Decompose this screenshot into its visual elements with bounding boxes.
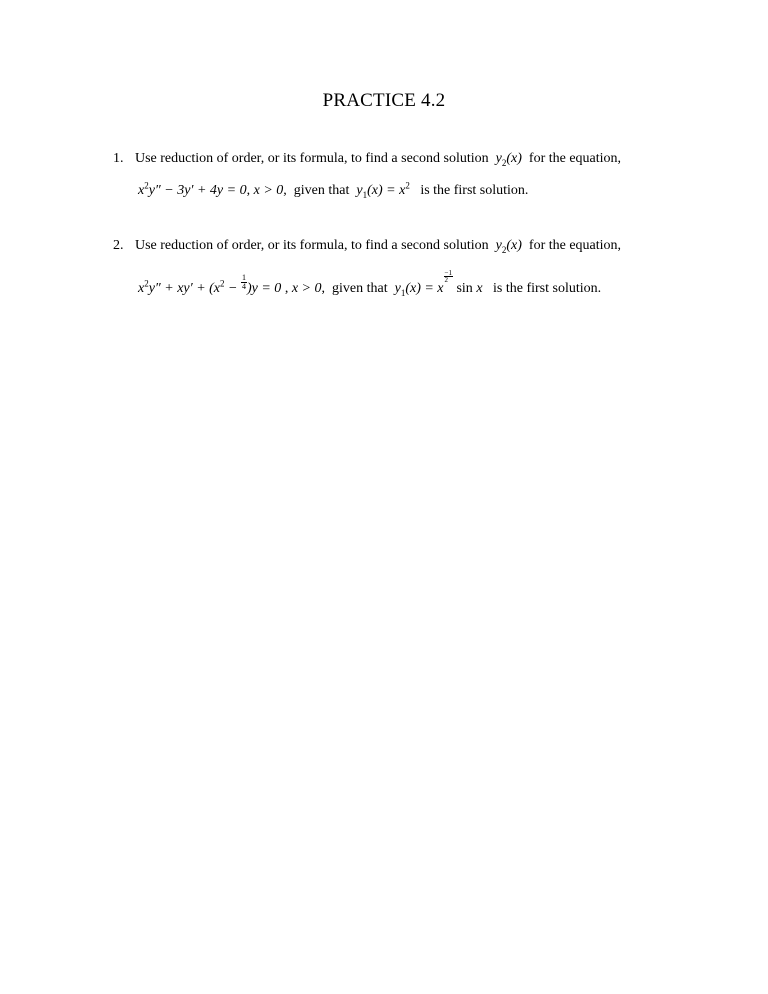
problem-1-text: Use reduction of order, or its formula, to find a second solution: [135, 151, 489, 166]
problem-2-tail: is the first solution.: [493, 281, 602, 296]
problem-1-condition: x > 0: [253, 183, 284, 198]
problem-1-target: [496, 151, 522, 166]
problem-2-statement: [113, 238, 621, 254]
eq2-y1-exponent: [444, 270, 453, 283]
eq2-y1-exp-sign: −: [444, 269, 449, 277]
problem-2-target-sub: 2: [501, 244, 507, 255]
problem-2-number: 2.: [113, 238, 124, 253]
eq1-body: y″ − 3y′ + 4y = 0: [148, 183, 247, 198]
problem-2-target-var: y: [495, 238, 502, 253]
eq2-minus: −: [224, 281, 241, 296]
problem-1-text-tail: for the equation,: [528, 151, 622, 166]
eq1-y1-var: y: [356, 183, 363, 198]
eq2-body-sup: 2: [220, 278, 225, 289]
eq2-y1-rhs: (x) = x: [405, 281, 444, 296]
problem-1-number: 1.: [113, 151, 124, 166]
eq1-y1-sup: 2: [405, 180, 410, 191]
problem-1-given-label: given that: [293, 183, 350, 198]
eq2-y1-arg: x: [476, 281, 483, 296]
problem-1-statement: [113, 151, 621, 167]
eq2-body-a: y″ + xy′ + (x: [148, 281, 221, 296]
page-title: PRACTICE 4.2: [322, 90, 446, 111]
eq2-y1-func: sin: [456, 281, 473, 296]
problem-1-tail: is the first solution.: [420, 183, 529, 198]
eq1-y1-sub: 1: [362, 189, 368, 200]
eq2-frac-num: 1: [241, 273, 246, 282]
problem-2-equation-line: $x^2y'' + xy' + (x^2$ − $\frac{1}{4}$ )y = 0 , x > 0, given that $y_1(x) = x$ $\frac{-1}{2}$ sin x is the first solution.: [138, 269, 602, 298]
eq2-y1-sub: 1: [400, 287, 406, 298]
problem-2-equation: [138, 273, 282, 296]
problem-1-first-solution: [356, 180, 410, 200]
problem-1-target-sub: 2: [501, 157, 507, 168]
eq2-frac-den: 4: [241, 282, 246, 291]
problem-1-target-var: y: [495, 151, 502, 166]
problem-1-equation-line: $x^2y'' - 3y' + 4y = 0$, x > 0, given that $y_1(x) = x^2$ is the first solution.: [138, 180, 529, 200]
eq2-x: x: [138, 281, 145, 296]
eq1-x-sup: 2: [144, 180, 149, 191]
problem-2-text: Use reduction of order, or its formula, to find a second solution: [135, 238, 489, 253]
problem-1-target-arg: (x): [506, 151, 522, 166]
problem-2-condition: x > 0: [291, 281, 322, 296]
problem-2-text-tail: for the equation,: [528, 238, 622, 253]
eq2-body-b: )y = 0: [246, 281, 282, 296]
eq2-y1-var: y: [394, 281, 401, 296]
problem-2-target-arg: (x): [506, 238, 522, 253]
problem-2-first-solution: [394, 269, 483, 298]
problem-2-target: [496, 238, 522, 253]
problem-2-given-label: given that: [331, 281, 388, 296]
eq2-y1-exp-den: 2: [444, 276, 449, 284]
eq2-y1-exp-numval: 1: [448, 269, 452, 277]
eq1-y1-rhs: (x) = x: [367, 183, 406, 198]
problem-1-equation: [138, 180, 247, 198]
eq2-x-sup: 2: [144, 278, 149, 289]
eq1-x: x: [138, 183, 145, 198]
